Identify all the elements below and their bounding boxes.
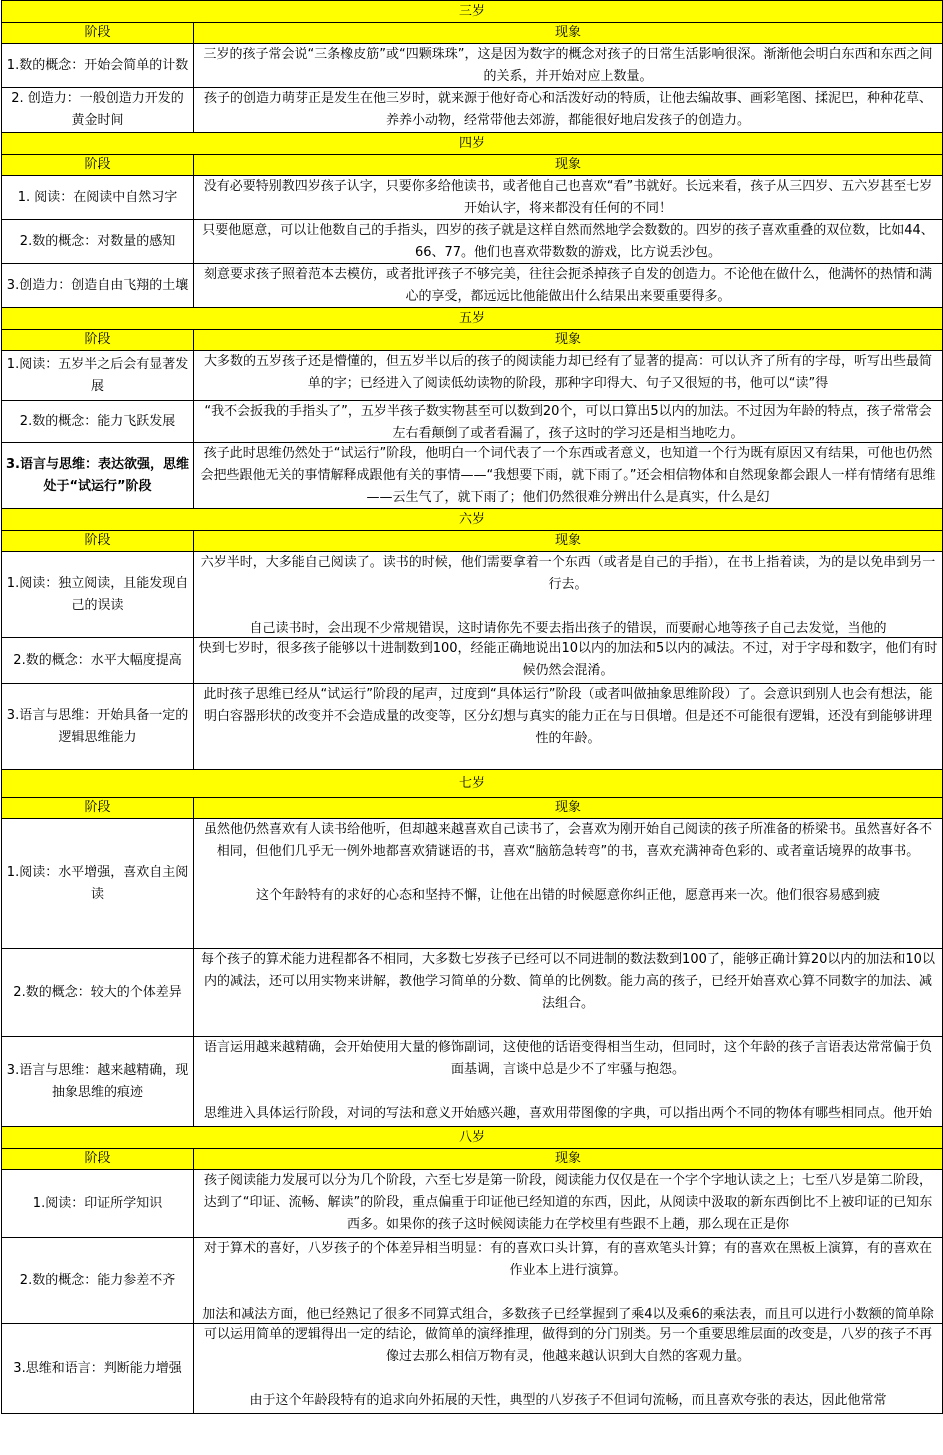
- phenomenon-paragraph: “我不会扳我的手指头了”，五岁半孩子数实物甚至可以数到20个，可以口算出5以内的加法。不过因为年龄的特点，孩子常常会左右看颠倒了或者看漏了，孩子这时的学习还是相当地吃力。: [204, 404, 932, 441]
- stage-cell: 2.数的概念：较大的个体差异: [2, 949, 194, 1037]
- table-row: [2, 351, 943, 401]
- phenomenon-paragraph: 这个年龄特有的求好的心态和坚持不懈，让他在出错的时候愿意你纠正他，愿意再来一次。他们很容易感到疲: [256, 888, 881, 903]
- phenomenon-paragraph: 刻意要求孩子照着范本去模仿，或者批评孩子不够完美，往往会扼杀掉孩子自发的创造力。不论他在做什么，他满怀的热情和满心的享受，都远远比他能做出什么结果出来要重要得多。: [204, 267, 933, 304]
- phenomenon-paragraph: 六岁半时，大多能自己阅读了。读书的时候，他们需要拿着一个东西（或者是自己的手指），在书上指着读，为的是以免串到另一行去。: [200, 555, 936, 592]
- column-header-row: [2, 155, 943, 176]
- age-title: 六岁: [2, 509, 943, 531]
- phenomenon-header: 现象: [194, 1149, 943, 1170]
- age-row: [2, 133, 943, 155]
- stage-header: 阶段: [2, 798, 194, 819]
- phenomenon-paragraph: 语言运用越来越精确，会开始使用大量的修饰副词，这使他的话语变得相当生动，但同时，这个年龄的孩子言语表达常常偏于负面基调，言谈中总是少不了牢骚与抱怨。: [204, 1040, 933, 1077]
- phenomenon-paragraph: 孩子阅读能力发展可以分为几个阶段，六至七岁是第一阶段，阅读能力仅仅是在一个字个字地认读之上；七至八岁是第二阶段，达到了“印证、流畅、解读”的阶段，重点偏重于印证他已经知道的东西，因此，从阅读中汲取的新东西倒比不上被印证的已知东西多。如果你的孩子这时候阅读能力在学校里有些跟不上趟，那么现在正是你: [203, 1173, 933, 1232]
- table-row: [2, 88, 943, 133]
- phenomenon-header: 现象: [194, 798, 943, 819]
- development-table: [1, 0, 942, 1414]
- phenomenon-paragraph: 此时孩子思维已经从“试运行”阶段的尾声，过度到“具体运行”阶段（或者叫做抽象思维阶段）了。会意识到别人也会有想法，能明白容器形状的改变并不会造成量的改变等，区分幻想与真实的能力正在与日俱增。但是还不可能很有逻辑，还没有到能够讲理性的年龄。: [203, 687, 933, 746]
- stage-cell: 2.数的概念：水平大幅度提高: [2, 638, 194, 684]
- phenomenon-cell: [194, 1037, 943, 1127]
- phenomenon-paragraph: 快到七岁时，很多孩子能够以十进制数到100，经能正确地说出10以内的加法和5以内的减法。不过，对于字母和数字，他们有时候仍然会混淆。: [198, 641, 938, 678]
- table-row: [2, 949, 943, 1037]
- phenomenon-paragraph: 可以运用简单的逻辑得出一定的结论，做简单的演绎推理，做得到的分门别类。另一个重要思维层面的改变是，八岁的孩子不再像过去那么相信万物有灵，他越来越认识到大自然的客观力量。: [204, 1327, 933, 1364]
- table-row: [2, 684, 943, 770]
- stage-cell: 3.语言与思维：表达欲强，思维处于“试运行”阶段: [2, 443, 194, 509]
- phenomenon-cell: [194, 264, 943, 308]
- phenomenon-paragraph: 孩子的创造力萌芽正是发生在他三岁时，就来源于他好奇心和活泼好动的特质，让他去编故事、画彩笔图、揉泥巴，种种花草、养养小动物，经常带他去郊游，都能很好地启发孩子的创造力。: [204, 91, 933, 128]
- phenomenon-paragraph: 思维进入具体运行阶段，对词的写法和意义开始感兴趣，喜欢用带图像的字典，可以指出两个不同的物体有哪些相同点。他开始: [204, 1106, 933, 1121]
- phenomenon-paragraph: 每个孩子的算术能力进程都各不相同，大多数七岁孩子已经可以不同进制的数法数到100了，能够正确计算20以内的加法和10以内的减法，还可以用实物来讲解，教他学习简单的分数、简单的比例数。能力高的孩子，已经开始喜欢心算不同数字的加法、减法组合。: [201, 952, 935, 1011]
- stage-cell: 1.阅读：印证所学知识: [2, 1170, 194, 1238]
- phenomenon-paragraph: 自己读书时，会出现不少常规错误，这时请你先不要去指出孩子的错误，而要耐心地等孩子自己去发觉，当他的: [249, 621, 887, 636]
- column-header-row: [2, 1149, 943, 1170]
- phenomenon-cell: [194, 684, 943, 770]
- stage-header: 阶段: [2, 1149, 194, 1170]
- phenomenon-cell: [194, 351, 943, 401]
- phenomenon-paragraph: [198, 1081, 938, 1103]
- column-header-row: [2, 23, 943, 44]
- stage-cell: 3.语言与思维：越来越精确，现抽象思维的痕迹: [2, 1037, 194, 1127]
- phenomenon-paragraph: 大多数的五岁孩子还是懵懂的，但五岁半以后的孩子的阅读能力却已经有了显著的提高：可以认齐了所有的字母，听写出些最简单的字；已经进入了阅读低幼读物的阶段，那种字印得大、句子又很短的书，他可以“读”得: [204, 354, 933, 391]
- phenomenon-cell: [194, 819, 943, 949]
- stage-header: 阶段: [2, 155, 194, 176]
- phenomenon-header: 现象: [194, 531, 943, 552]
- phenomenon-paragraph: [198, 1368, 938, 1390]
- phenomenon-paragraph: 三岁的孩子常会说“三条橡皮筋”或“四颗珠珠”，这是因为数字的概念对孩子的日常生活影响很深。渐渐他会明白东西和东西之间的关系，并开始对应上数量。: [203, 47, 933, 84]
- table-row: [2, 552, 943, 638]
- age-title: 八岁: [2, 1127, 943, 1149]
- phenomenon-cell: [194, 220, 943, 264]
- stage-cell: 2.数的概念：能力参差不齐: [2, 1238, 194, 1324]
- table-row: [2, 1238, 943, 1324]
- phenomenon-paragraph: 虽然他仍然喜欢有人读书给他听，但却越来越喜欢自己读书了，会喜欢为刚开始自己阅读的孩子所准备的桥梁书。虽然喜好各不相同，但他们几乎无一例外地都喜欢猜谜语的书，喜欢“脑筋急转弯”的书，喜欢充满神奇色彩的、或者童话境界的故事书。: [204, 822, 933, 859]
- phenomenon-paragraph: [198, 596, 938, 618]
- phenomenon-paragraph: [198, 1282, 938, 1304]
- stage-cell: 3.思维和语言：判断能力增强: [2, 1324, 194, 1414]
- age-row: [2, 1, 943, 23]
- phenomenon-cell: [194, 443, 943, 509]
- table-row: [2, 264, 943, 308]
- phenomenon-cell: [194, 44, 943, 88]
- table-row: [2, 220, 943, 264]
- age-title: 四岁: [2, 133, 943, 155]
- age-title: 七岁: [2, 770, 943, 798]
- stage-header: 阶段: [2, 531, 194, 552]
- table-row: [2, 1037, 943, 1127]
- stage-cell: 1.阅读：五岁半之后会有显著发展: [2, 351, 194, 401]
- phenomenon-header: 现象: [194, 23, 943, 44]
- table-row: [2, 819, 943, 949]
- phenomenon-cell: [194, 176, 943, 220]
- phenomenon-cell: [194, 949, 943, 1037]
- phenomenon-paragraph: 由于这个年龄段特有的追求向外拓展的天性，典型的八岁孩子不但词句流畅，而且喜欢夸张的表达，因此他常常: [249, 1393, 887, 1408]
- age-row: [2, 509, 943, 531]
- age-title: 五岁: [2, 308, 943, 330]
- stage-cell: 1. 阅读：在阅读中自然习字: [2, 176, 194, 220]
- phenomenon-cell: [194, 638, 943, 684]
- phenomenon-paragraph: 加法和减法方面，他已经熟记了很多不同算式组合，多数孩子已经掌握到了乘4以及乘6的乘法表，而且可以进行小数额的简单除: [202, 1307, 934, 1322]
- stage-cell: 1.阅读：水平增强，喜欢自主阅读: [2, 819, 194, 949]
- stage-cell: 3.创造力：创造自由飞翔的土壤: [2, 264, 194, 308]
- phenomenon-cell: [194, 88, 943, 133]
- table-row: [2, 443, 943, 509]
- phenomenon-header: 现象: [194, 330, 943, 351]
- phenomenon-paragraph: 没有必要特别教四岁孩子认字，只要你多给他读书，或者他自己也喜欢“看”书就好。长远来看，孩子从三四岁、五六岁甚至七岁开始认字，将来都没有任何的不同！: [203, 179, 933, 216]
- phenomenon-header: 现象: [194, 155, 943, 176]
- column-header-row: [2, 798, 943, 819]
- age-row: [2, 1127, 943, 1149]
- table-row: [2, 176, 943, 220]
- phenomenon-paragraph: 只要他愿意，可以让他数自己的手指头，四岁的孩子就是这样自然而然地学会数数的。四岁的孩子喜欢重叠的双位数，比如44、66、77。他们也喜欢带数数的游戏，比方说丢沙包。: [202, 223, 934, 260]
- table-row: [2, 638, 943, 684]
- phenomenon-paragraph: 孩子此时思维仍然处于“试运行”阶段，他明白一个词代表了一个东西或者意义，也知道一个行为既有原因又有结果，可他也仍然会把些跟他无关的事情解释成跟他有关的事情——“我想要下雨，就下雨了。”还会相信物体和自然现象都会跟人一样有情绪有思维——云生气了，就下雨了；他们仍然很难分辨出什么是真实，什么是幻: [200, 446, 936, 505]
- phenomenon-paragraph: [198, 863, 938, 885]
- stage-cell: 3.语言与思维：开始具备一定的逻辑思维能力: [2, 684, 194, 770]
- table-row: [2, 1324, 943, 1414]
- phenomenon-cell: [194, 1238, 943, 1324]
- stage-cell: 2. 创造力：一般创造力开发的黄金时间: [2, 88, 194, 133]
- stage-header: 阶段: [2, 330, 194, 351]
- phenomenon-paragraph: 对于算术的喜好，八岁孩子的个体差异相当明显：有的喜欢口头计算，有的喜欢笔头计算；有的喜欢在黑板上演算，有的喜欢在作业本上进行演算。: [204, 1241, 933, 1278]
- table-row: [2, 1170, 943, 1238]
- column-header-row: [2, 330, 943, 351]
- phenomenon-cell: [194, 1170, 943, 1238]
- table-row: [2, 44, 943, 88]
- phenomenon-cell: [194, 401, 943, 443]
- stage-cell: 1.阅读：独立阅读，且能发现自己的误读: [2, 552, 194, 638]
- age-row: [2, 770, 943, 798]
- stage-header: 阶段: [2, 23, 194, 44]
- age-row: [2, 308, 943, 330]
- stage-cell: 1.数的概念：开始会简单的计数: [2, 44, 194, 88]
- column-header-row: [2, 531, 943, 552]
- age-title: 三岁: [2, 1, 943, 23]
- phenomenon-cell: [194, 1324, 943, 1414]
- phenomenon-cell: [194, 552, 943, 638]
- stage-cell: 2.数的概念：能力飞跃发展: [2, 401, 194, 443]
- stage-cell: 2.数的概念：对数量的感知: [2, 220, 194, 264]
- table-row: [2, 401, 943, 443]
